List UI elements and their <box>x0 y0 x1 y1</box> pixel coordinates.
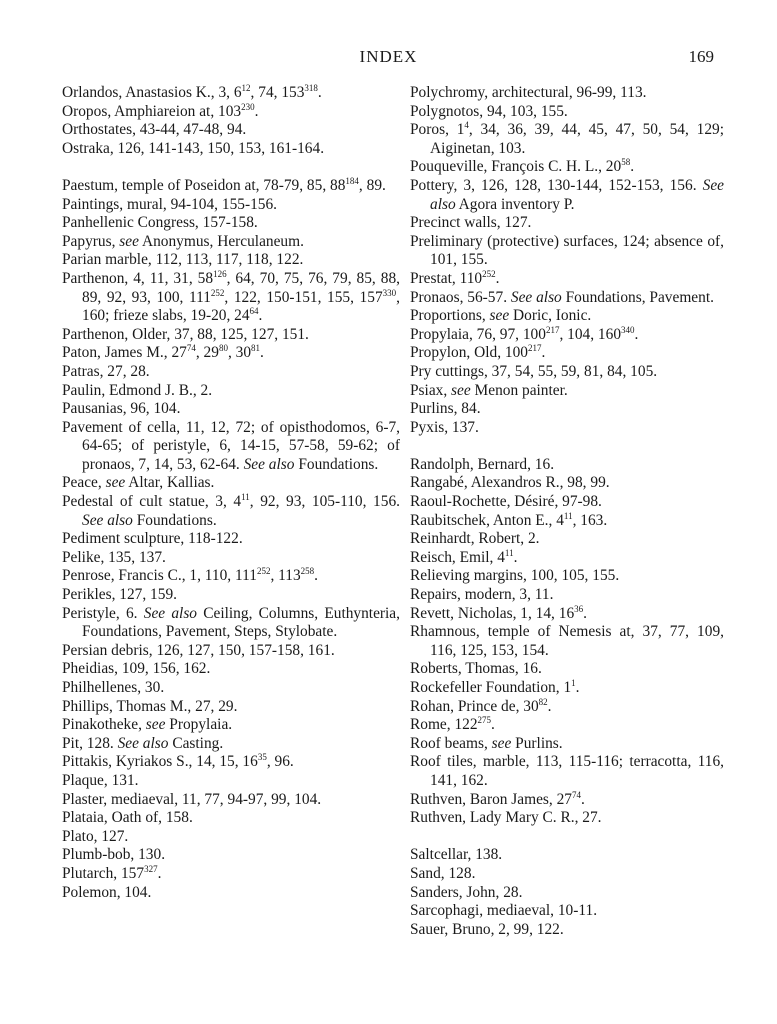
index-entry: Pausanias, 96, 104. <box>62 400 181 418</box>
index-entry: Pyxis, 137. <box>410 418 479 436</box>
index-entry: Plaque, 131. <box>62 771 139 789</box>
index-entry: Patras, 27, 28. <box>62 362 150 380</box>
index-entry: Parian marble, 112, 113, 117, 118, 122. <box>62 251 304 269</box>
index-entry: Propylaia, 76, 97, $100^{217}$, 104, $160^{340}$. <box>410 324 639 343</box>
section-gap <box>410 437 724 456</box>
running-title: INDEX <box>359 47 418 66</box>
index-entry: Ostraka, 126, 141-143, 150, 153, 161-164. <box>62 139 325 157</box>
index-entry: Purlins, 84. <box>410 400 481 418</box>
index-entry: Poros, $1^4$, 34, 36, 39, 44, 45, 47, 50, 54, 129; Aiginetan, 103. <box>410 120 724 157</box>
index-entry: Polemon, 104. <box>62 883 152 901</box>
index-entry: Oropos, Amphiareion at, $103^{230}$. <box>62 101 259 120</box>
index-entry: Pit, 128. See also Casting. <box>62 734 224 752</box>
index-entry: Rome, $122^{275}$. <box>410 715 495 734</box>
index-entry: Polygnotos, 94, 103, 155. <box>410 102 568 120</box>
index-entry: Rangabé, Alexandros R., 98, 99. <box>410 474 610 492</box>
index-entry: Peristyle, 6. See also Ceiling, Columns, Euthynteria, Foundations, Pavement, Steps, Stylobate. <box>62 604 400 641</box>
index-entry: Reinhardt, Robert, 2. <box>410 530 540 548</box>
index-entry: Raubitschek, Anton E., $4^{11}$, 163. <box>410 510 608 529</box>
index-entry: Orthostates, 43-44, 47-48, 94. <box>62 121 247 139</box>
index-entry: Peace, see Altar, Kallias. <box>62 474 215 492</box>
index-entry: Persian debris, 126, 127, 150, 157-158, 161. <box>62 641 335 659</box>
index-entry: Sanders, John, 28. <box>410 883 523 901</box>
index-entry: Polychromy, architectural, 96-99, 113. <box>410 84 647 101</box>
index-entry: Plaster, mediaeval, 11, 77, 94-97, 99, 104. <box>62 790 322 808</box>
index-entry: Reisch, Emil, $4^{11}$. <box>410 547 518 566</box>
index-entry: Plato, 127. <box>62 827 129 845</box>
index-entry: Pouqueville, François C. H. L., $20^{58}$. <box>410 157 635 176</box>
index-entry: Rockefeller Foundation, $1^1$. <box>410 678 580 696</box>
index-entry: Panhellenic Congress, 157-158. <box>62 214 258 232</box>
index-entry: Pry cuttings, 37, 54, 55, 59, 81, 84, 105. <box>410 362 658 380</box>
index-entry: Pediment sculpture, 118-122. <box>62 530 243 548</box>
index-entry: Plataia, Oath of, 158. <box>62 809 193 827</box>
index-entry: Paintings, mural, 94-104, 155-156. <box>62 195 278 213</box>
index-entry: Sand, 128. <box>410 864 476 882</box>
index-entry: Parthenon, Older, 37, 88, 125, 127, 151. <box>62 325 309 343</box>
index-entry: Roof tiles, marble, 113, 115-116; terracotta, 116, 141, 162. <box>410 753 724 789</box>
index-entry: Phillips, Thomas M., 27, 29. <box>62 697 238 715</box>
index-entry: Prestat, $110^{252}$. <box>410 268 500 287</box>
index-entry: Rohan, Prince de, $30^{82}$. <box>410 696 552 715</box>
index-entry: Orlandos, Anastasios K., 3, $6^{12}$, 74, $153^{318}$. <box>62 83 322 101</box>
section-gap <box>410 828 724 847</box>
index-entry: Saltcellar, 138. <box>410 846 503 864</box>
index-entry: Repairs, modern, 3, 11. <box>410 586 554 604</box>
index-entry: Paulin, Edmond J. B., 2. <box>62 381 213 399</box>
index-entry: Paestum, temple of Poseidon at, 78-79, 85, $88^{184}$, 89. <box>62 175 386 194</box>
index-column-left <box>62 84 400 902</box>
index-entry: Proportions, see Doric, Ionic. <box>410 307 592 325</box>
index-entry: Pheidias, 109, 156, 162. <box>62 660 211 678</box>
index-entry: Precinct walls, 127. <box>410 214 532 232</box>
index-entry: Preliminary (protective) surfaces, 124; absence of, 101, 155. <box>410 232 724 269</box>
index-entry: Penrose, Francis C., 1, 110, $111^{252}$, $113^{258}$. <box>62 566 319 585</box>
index-entry: Relieving margins, 100, 105, 155. <box>410 567 620 585</box>
index-entry: Pedestal of cult statue, 3, $4^{11}$, 92, 93, 105-110, 156. See also Foundations. <box>62 492 400 529</box>
index-entry: Pottery, 3, 126, 128, 130-144, 152-153, 156. See also Agora inventory P. <box>410 176 724 213</box>
index-entry: Pittakis, Kyriakos S., 14, 15, $16^{35}$, 96. <box>62 752 294 771</box>
index-column-right <box>410 84 724 939</box>
index-entry: Pinakotheke, see Propylaia. <box>62 716 233 734</box>
index-entry: Philhellenes, 30. <box>62 679 165 696</box>
index-entry: Plutarch, $157^{327}$. <box>62 863 162 882</box>
index-entry: Randolph, Bernard, 16. <box>410 455 555 473</box>
index-entry: Paton, James M., $27^{74}$, $29^{80}$, $30^{81}$. <box>62 343 264 362</box>
index-entry: Sauer, Bruno, 2, 99, 122. <box>410 920 564 938</box>
index-entry: Roberts, Thomas, 16. <box>410 660 542 678</box>
index-entry: Parthenon, 4, 11, 31, $58^{126}$, 64, 70, 75, 76, 79, 85, 88, 89, 92, 93, 100, $111^{252}$, 122, 150-151, 155, $157^{330}$, 160; frieze slabs, 19-20, $24^{64}$. <box>62 268 401 325</box>
index-entry: Ruthven, Lady Mary C. R., 27. <box>410 809 602 827</box>
index-entry: Pavement of cella, 11, 12, 72; of opisthodomos, 6-7, 64-65; of peristyle, 6, 14-15, 57-58, 59-62; of pronaos, 7, 14, 53, 62-64. See also Foundations. <box>62 418 400 473</box>
index-entry: Roof beams, see Purlins. <box>410 734 563 752</box>
index-entry: Ruthven, Baron James, $27^{74}$. <box>410 789 585 808</box>
section-gap <box>62 158 400 177</box>
index-entry: Propylon, Old, $100^{217}$. <box>410 343 546 362</box>
index-entry: Sarcophagi, mediaeval, 10-11. <box>410 902 598 920</box>
index-entry: Raoul-Rochette, Désiré, 97-98. <box>410 493 602 511</box>
index-entry: Revett, Nicholas, 1, 14, $16^{36}$. <box>410 603 588 622</box>
page-header <box>0 44 777 68</box>
page-number: 169 <box>688 47 714 66</box>
index-entry: Perikles, 127, 159. <box>62 586 177 604</box>
index-entry: Rhamnous, temple of Nemesis at, 37, 77, 109, 116, 125, 153, 154. <box>410 623 724 659</box>
index-entry: Papyrus, see Anonymus, Herculaneum. <box>62 232 304 250</box>
index-entry: Pelike, 135, 137. <box>62 548 166 566</box>
index-entry: Psiax, see Menon painter. <box>410 381 568 399</box>
index-entry: Plumb-bob, 130. <box>62 846 166 864</box>
index-entry: Pronaos, 56-57. See also Foundations, Pavement. <box>410 288 714 306</box>
